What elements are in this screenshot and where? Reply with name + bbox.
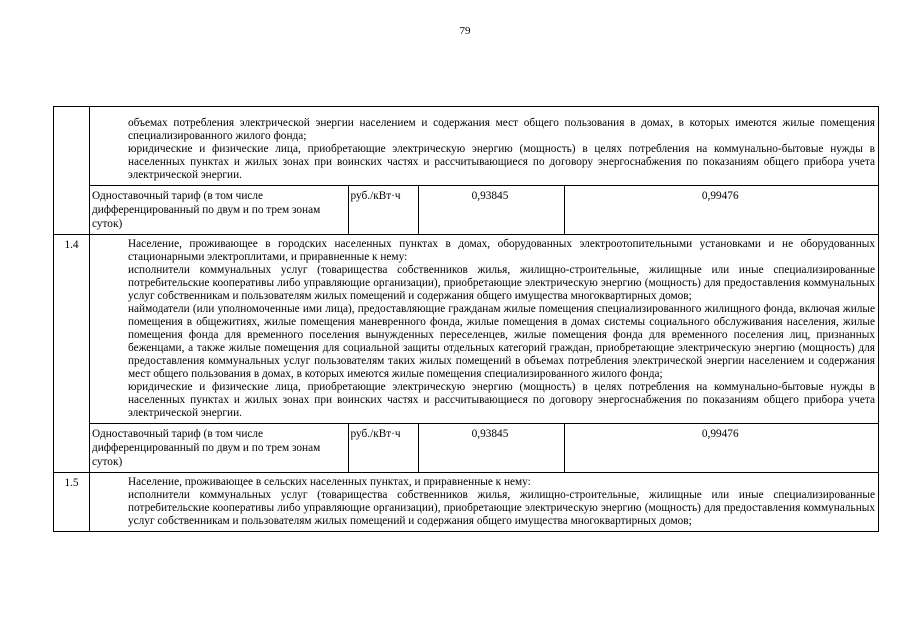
row-description (90, 107, 878, 185)
paragraph: Население, проживающее в сельских населенных пунктах, и приравненные к нему: (128, 476, 531, 488)
row-content (90, 107, 879, 235)
paragraph: юридические и физические лица, приобретающие электрическую энергию (мощность) в целях потребления на коммунально-бытовые нужды в населенных пунктах и жилых зонах при воинских частях и рассчитывающиеся по договору энергоснабжения по показаниям общего прибора учета электрической энергии. (128, 143, 875, 181)
row-content (90, 473, 879, 532)
tariff-value-second-half: 0,99476 (564, 424, 878, 473)
row-number: 1.5 (54, 473, 90, 532)
tariff-row (90, 186, 878, 235)
paragraph: исполнители коммунальных услуг (товарищества собственников жилья, жилищно-строительные, жилищные или иные специализированные потребительские кооперативы либо управляющие организации), приобретающие электрическую энергию (мощность) для предоставления коммунальных услуг собственникам и пользователям жилых помещений и содержания общего имущества многоквартирных домов; (128, 264, 875, 302)
page-number: 79 (459, 25, 471, 37)
table-row (54, 473, 879, 532)
row-content (90, 235, 879, 473)
row-number: 1.4 (54, 235, 90, 473)
tariff-value-second-half: 0,99476 (564, 186, 878, 235)
row-description (90, 473, 878, 531)
paragraph: объемах потребления электрической энергии населением и содержания мест общего пользования в домах, в которых имеются жилые помещения специализированного жилого фонда; (128, 117, 875, 142)
tariff-name: Одноставочный тариф (в том числе дифференцированный по двум и по трем зонам суток) (90, 186, 348, 235)
tariff-name: Одноставочный тариф (в том числе дифференцированный по двум и по трем зонам суток) (90, 424, 348, 473)
row-number (54, 107, 90, 235)
tariff-table (53, 106, 879, 532)
paragraph: Население, проживающее в городских населенных пунктах в домах, оборудованных электроотопительными установками и не оборудованных стационарными электроплитами, и приравненные к нему: (128, 238, 875, 263)
paragraph: исполнители коммунальных услуг (товарищества собственников жилья, жилищно-строительные, жилищные или иные специализированные потребительские кооперативы либо управляющие организации), приобретающие электрическую энергию (мощность) для предоставления коммунальных услуг собственникам и пользователям жилых помещений и содержания общего имущества многоквартирных домов; (128, 489, 875, 527)
paragraph: юридические и физические лица, приобретающие электрическую энергию (мощность) в целях потребления на коммунально-бытовые нужды в населенных пунктах и жилых зонах при воинских частях и рассчитывающиеся по договору энергоснабжения по показаниям общего прибора учета электрической энергии. (128, 381, 875, 419)
tariff-row (90, 424, 878, 473)
tariff-value-first-half: 0,93845 (418, 424, 564, 473)
table-row (54, 235, 879, 473)
tariff-subtable (90, 423, 878, 472)
tariff-unit: руб./кВт·ч (348, 424, 418, 473)
table-row (54, 107, 879, 235)
tariff-unit: руб./кВт·ч (348, 186, 418, 235)
row-description (90, 235, 878, 423)
tariff-value-first-half: 0,93845 (418, 186, 564, 235)
paragraph: наймодатели (или уполномоченные ими лица), предоставляющие гражданам жилые помещения специализированного жилищного фонда, включая жилые помещения в общежитиях, жилые помещения маневренного фонда, жилые помещения в домах системы социального обслуживания населения, жилые помещения фонда для временного поселения вынужденных переселенцев, жилые помещения фонда для временного поселения лиц, признанных беженцами, а также жилые помещения для социальной защиты отдельных категорий граждан, приобретающие электрическую энергию (мощность) для предоставления коммунальных услуг пользователям таких жилых помещений в объемах потребления электрической энергии населением и содержания мест общего пользования в домах, в которых имеются жилые помещения специализированного жилого фонда; (128, 303, 875, 380)
tariff-subtable (90, 185, 878, 234)
